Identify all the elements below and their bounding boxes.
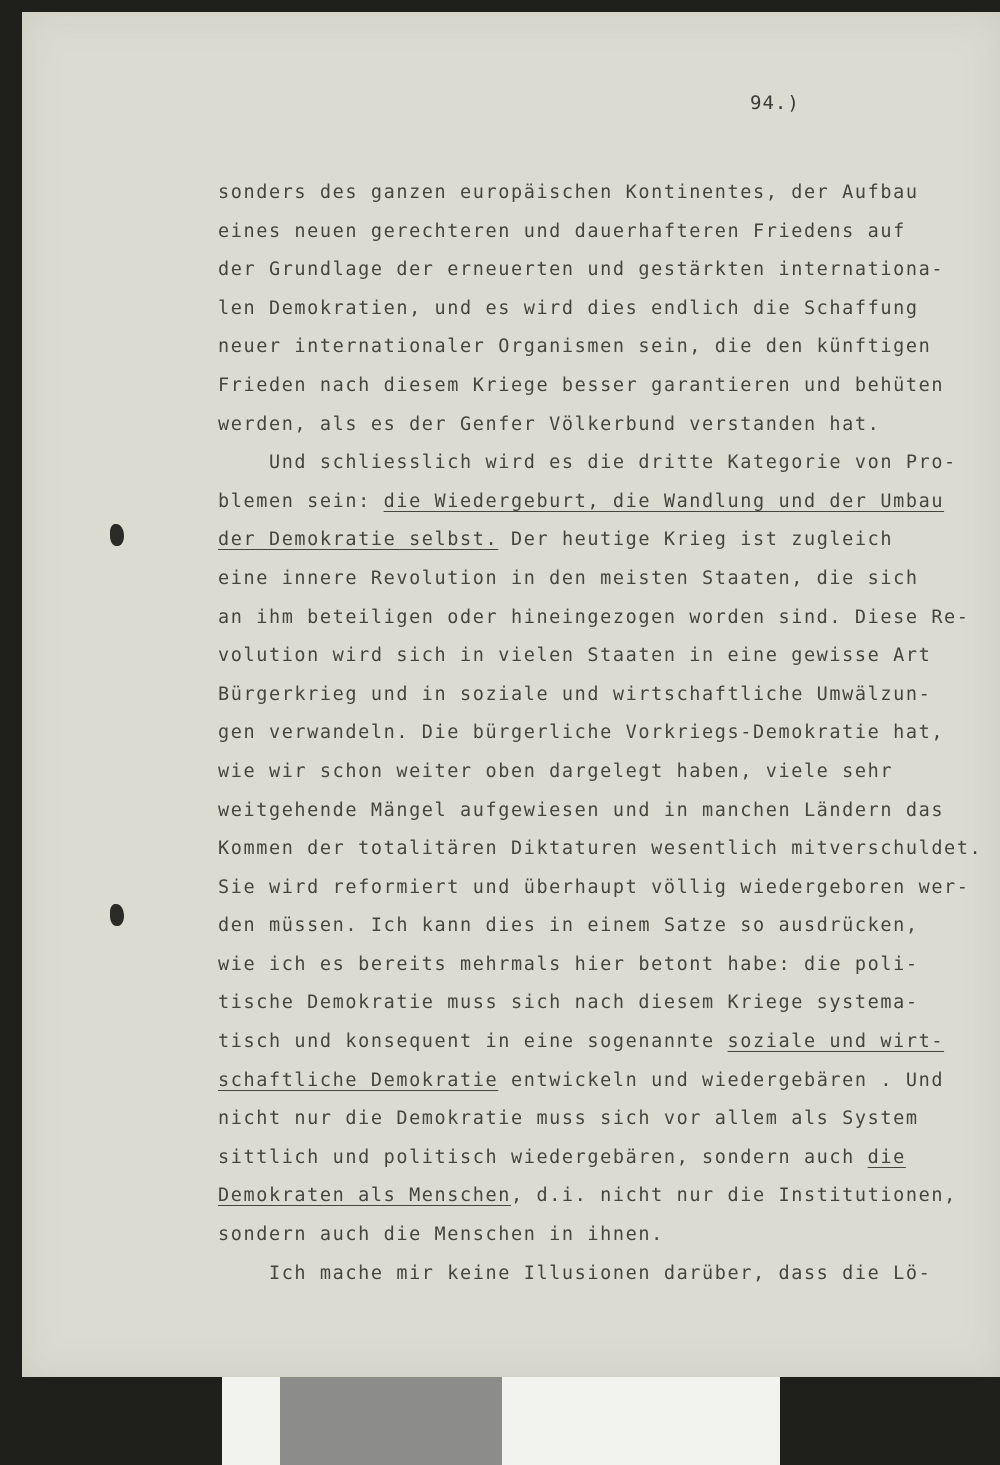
text-line — [218, 290, 958, 329]
text-line — [218, 599, 970, 638]
text-line — [218, 946, 958, 985]
page-number: 94.) — [750, 92, 800, 114]
text-segment: den müssen. Ich kann dies in einem Satze so ausdrücken, — [218, 915, 919, 937]
text-segment: Bürgerkrieg und in soziale und wirtschaftliche Umwälzun- — [218, 683, 932, 705]
text-line — [218, 328, 958, 367]
text-line — [218, 1255, 958, 1294]
underlined-text: schaftliche Demokratie — [218, 1069, 499, 1091]
punch-hole — [110, 904, 124, 926]
underlined-text: die Wiedergeburt, die Wandlung und der Umbau — [383, 490, 945, 512]
text-line — [218, 251, 958, 290]
text-segment: volution wird sich in vielen Staaten in eine gewisse Art — [218, 645, 932, 667]
text-line — [218, 1023, 958, 1062]
text-line — [218, 1100, 958, 1139]
text-line — [218, 869, 970, 908]
text-segment: wie wir schon weiter oben dargelegt haben, viele sehr — [218, 760, 894, 782]
text-segment: entwickeln und wiedergebären . Und — [498, 1069, 945, 1091]
typed-body-text — [218, 174, 983, 1293]
text-line — [218, 213, 958, 252]
text-line — [218, 830, 983, 869]
punch-hole — [110, 524, 124, 546]
text-segment: sittlich und politisch wiedergebären, sondern auch — [218, 1146, 868, 1168]
text-line — [218, 406, 958, 445]
text-line — [218, 792, 958, 831]
text-segment: der Grundlage der erneuerten und gestärkten internationa- — [218, 259, 945, 281]
scan-reference-white-patch — [502, 1377, 780, 1465]
text-line — [218, 637, 958, 676]
text-line — [218, 174, 958, 213]
text-line — [218, 367, 958, 406]
text-line — [218, 676, 958, 715]
text-segment: weitgehende Mängel aufgewiesen und in manchen Ländern das — [218, 799, 945, 821]
text-segment: Sie wird reformiert und überhaupt völlig wiedergeboren wer- — [218, 876, 970, 898]
text-segment: eine innere Revolution in den meisten Staaten, die sich — [218, 567, 919, 589]
text-segment: an ihm beteiligen oder hineingezogen worden sind. Diese Re- — [218, 606, 970, 628]
text-segment: werden, als es der Genfer Völkerbund verstanden hat. — [218, 413, 881, 435]
text-segment: sondern auch die Menschen in ihnen. — [218, 1224, 664, 1246]
text-segment: neuer internationaler Organismen sein, die den künftigen — [218, 336, 932, 358]
text-segment: tische Demokratie muss sich nach diesem Kriege systema- — [218, 992, 919, 1014]
text-line — [218, 1139, 958, 1178]
text-segment: Der heutige Krieg ist zugleich — [498, 529, 894, 551]
text-line — [218, 907, 958, 946]
text-line — [218, 521, 958, 560]
underlined-text: die — [867, 1146, 906, 1168]
underlined-text: der Demokratie selbst. — [218, 529, 499, 551]
text-segment: len Demokratien, und es wird dies endlich die Schaffung — [218, 297, 919, 319]
text-line — [218, 444, 958, 483]
text-segment: nicht nur die Demokratie muss sich vor allem als System — [218, 1108, 919, 1130]
text-segment: eines neuen gerechteren und dauerhafteren Friedens auf — [218, 220, 906, 242]
text-line — [218, 753, 958, 792]
underlined-text: Demokraten als Menschen — [218, 1185, 511, 1207]
text-segment: tisch und konsequent in eine sogenannte — [218, 1031, 728, 1053]
text-line — [218, 984, 958, 1023]
text-segment: Kommen der totalitären Diktaturen wesentlich mitverschuldet. — [218, 838, 983, 860]
text-segment: Ich mache mir keine Illusionen darüber, dass die Lö- — [218, 1262, 932, 1284]
underlined-text: soziale und wirt- — [727, 1031, 945, 1053]
text-line — [218, 483, 958, 522]
text-line — [218, 714, 958, 753]
scan-reference-gray-patch — [280, 1377, 502, 1465]
text-segment: , d.i. nicht nur die Institutionen, — [510, 1185, 957, 1207]
text-line — [218, 560, 958, 599]
text-segment: sonders des ganzen europäischen Kontinentes, der Aufbau — [218, 182, 919, 203]
text-segment: Und schliesslich wird es die dritte Kategorie von Pro- — [218, 452, 957, 474]
text-segment: blemen sein: — [218, 490, 384, 512]
text-segment: gen verwandeln. Die bürgerliche Vorkriegs-Demokratie hat, — [218, 722, 945, 744]
scan-reference-white-patch — [222, 1377, 280, 1465]
text-line — [218, 1062, 958, 1101]
text-line — [218, 1216, 958, 1255]
text-segment: Frieden nach diesem Kriege besser garantieren und behüten — [218, 374, 945, 396]
text-line — [218, 1177, 958, 1216]
text-segment: wie ich es bereits mehrmals hier betont habe: die poli- — [218, 953, 919, 975]
